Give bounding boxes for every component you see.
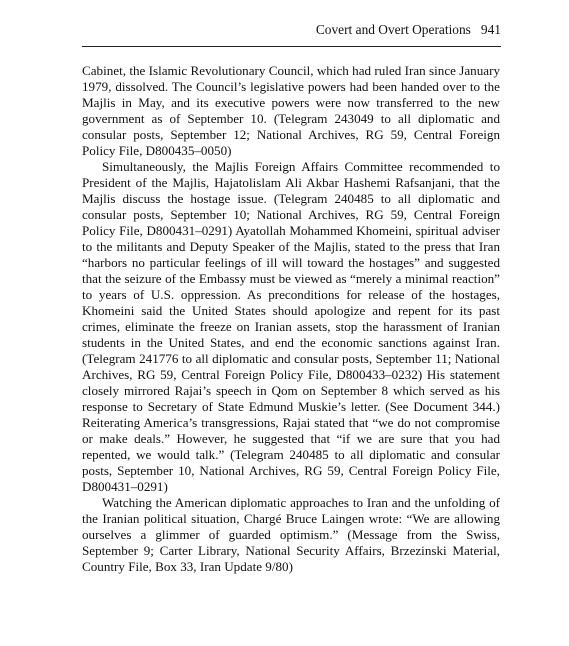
paragraph-laingen-optimism: Watching the American diplomatic approaches to Iran and the unfolding of the Iranian political situation, Chargé Bruce Laingen wrote: “We are allowing ourselves a glimmer of guarded optimism.” (Message from the Swiss, September 9; Carter Library, National Security Affairs, Brzezinski Material, Country File, Box 33, Iran Update 9/80) bbox=[82, 495, 500, 574]
page-header bbox=[82, 22, 501, 47]
page-number: 941 bbox=[480, 22, 501, 37]
body-text bbox=[82, 63, 500, 575]
running-head bbox=[316, 22, 501, 38]
paragraph-continuation: Cabinet, the Islamic Revolutionary Council, which had ruled Iran since January 1979, dissolved. The Council’s legislative powers had been handed over to the Majlis in May, and its executive powers were now transferred to the new government as of September 10. (Telegram 243049 to all diplomatic and consular posts, September 12; National Archives, RG 59, Central Foreign Policy File, D800435–0050) bbox=[82, 63, 500, 158]
paragraph-majlis-hostage-issue: Simultaneously, the Majlis Foreign Affairs Committee recommended to President of the Majlis, Hajatolislam Ali Akbar Hashemi Rafsanjani, that the Majlis discuss the hostage issue. (Telegram 240485 to all diplomatic and consular posts, September 10; National Archives, RG 59, Central Foreign Policy File, D800431–0291) Ayatollah Mohammed Khomeini, spiritual adviser to the militants and Deputy Speaker of the Majlis, stated to the press that Iran “harbors no particular feelings of ill will toward the hostages” and suggested that the seizure of the Embassy must be viewed as “merely a minimal reaction” to years of U.S. oppression. As preconditions for release of the hostages, Khomeini said the United States should apologize and repent for its past crimes, eliminate the freeze on Iranian assets, stop the harassment of Iranian students in the United States, and end the economic sanctions against Iran. (Telegram 241776 to all diplomatic and consular posts, September 11; National Archives, RG 59, Central Foreign Policy File, D800433–0232) His statement closely mirrored Rajai’s speech in Qom on September 8 which served as his response to Secretary of State Edmund Muskie’s letter. (See Document 344.) Reiterating America’s transgressions, Rajai stated that “we do not compromise or make deals.” However, he suggested that “if we are sure that you had repented, we would talk.” (Telegram 240485 to all diplomatic and consular posts, September 10, National Archives, RG 59, Central Foreign Policy File, D800431–0291) bbox=[82, 159, 500, 494]
running-title: Covert and Overt Operations bbox=[315, 22, 471, 37]
